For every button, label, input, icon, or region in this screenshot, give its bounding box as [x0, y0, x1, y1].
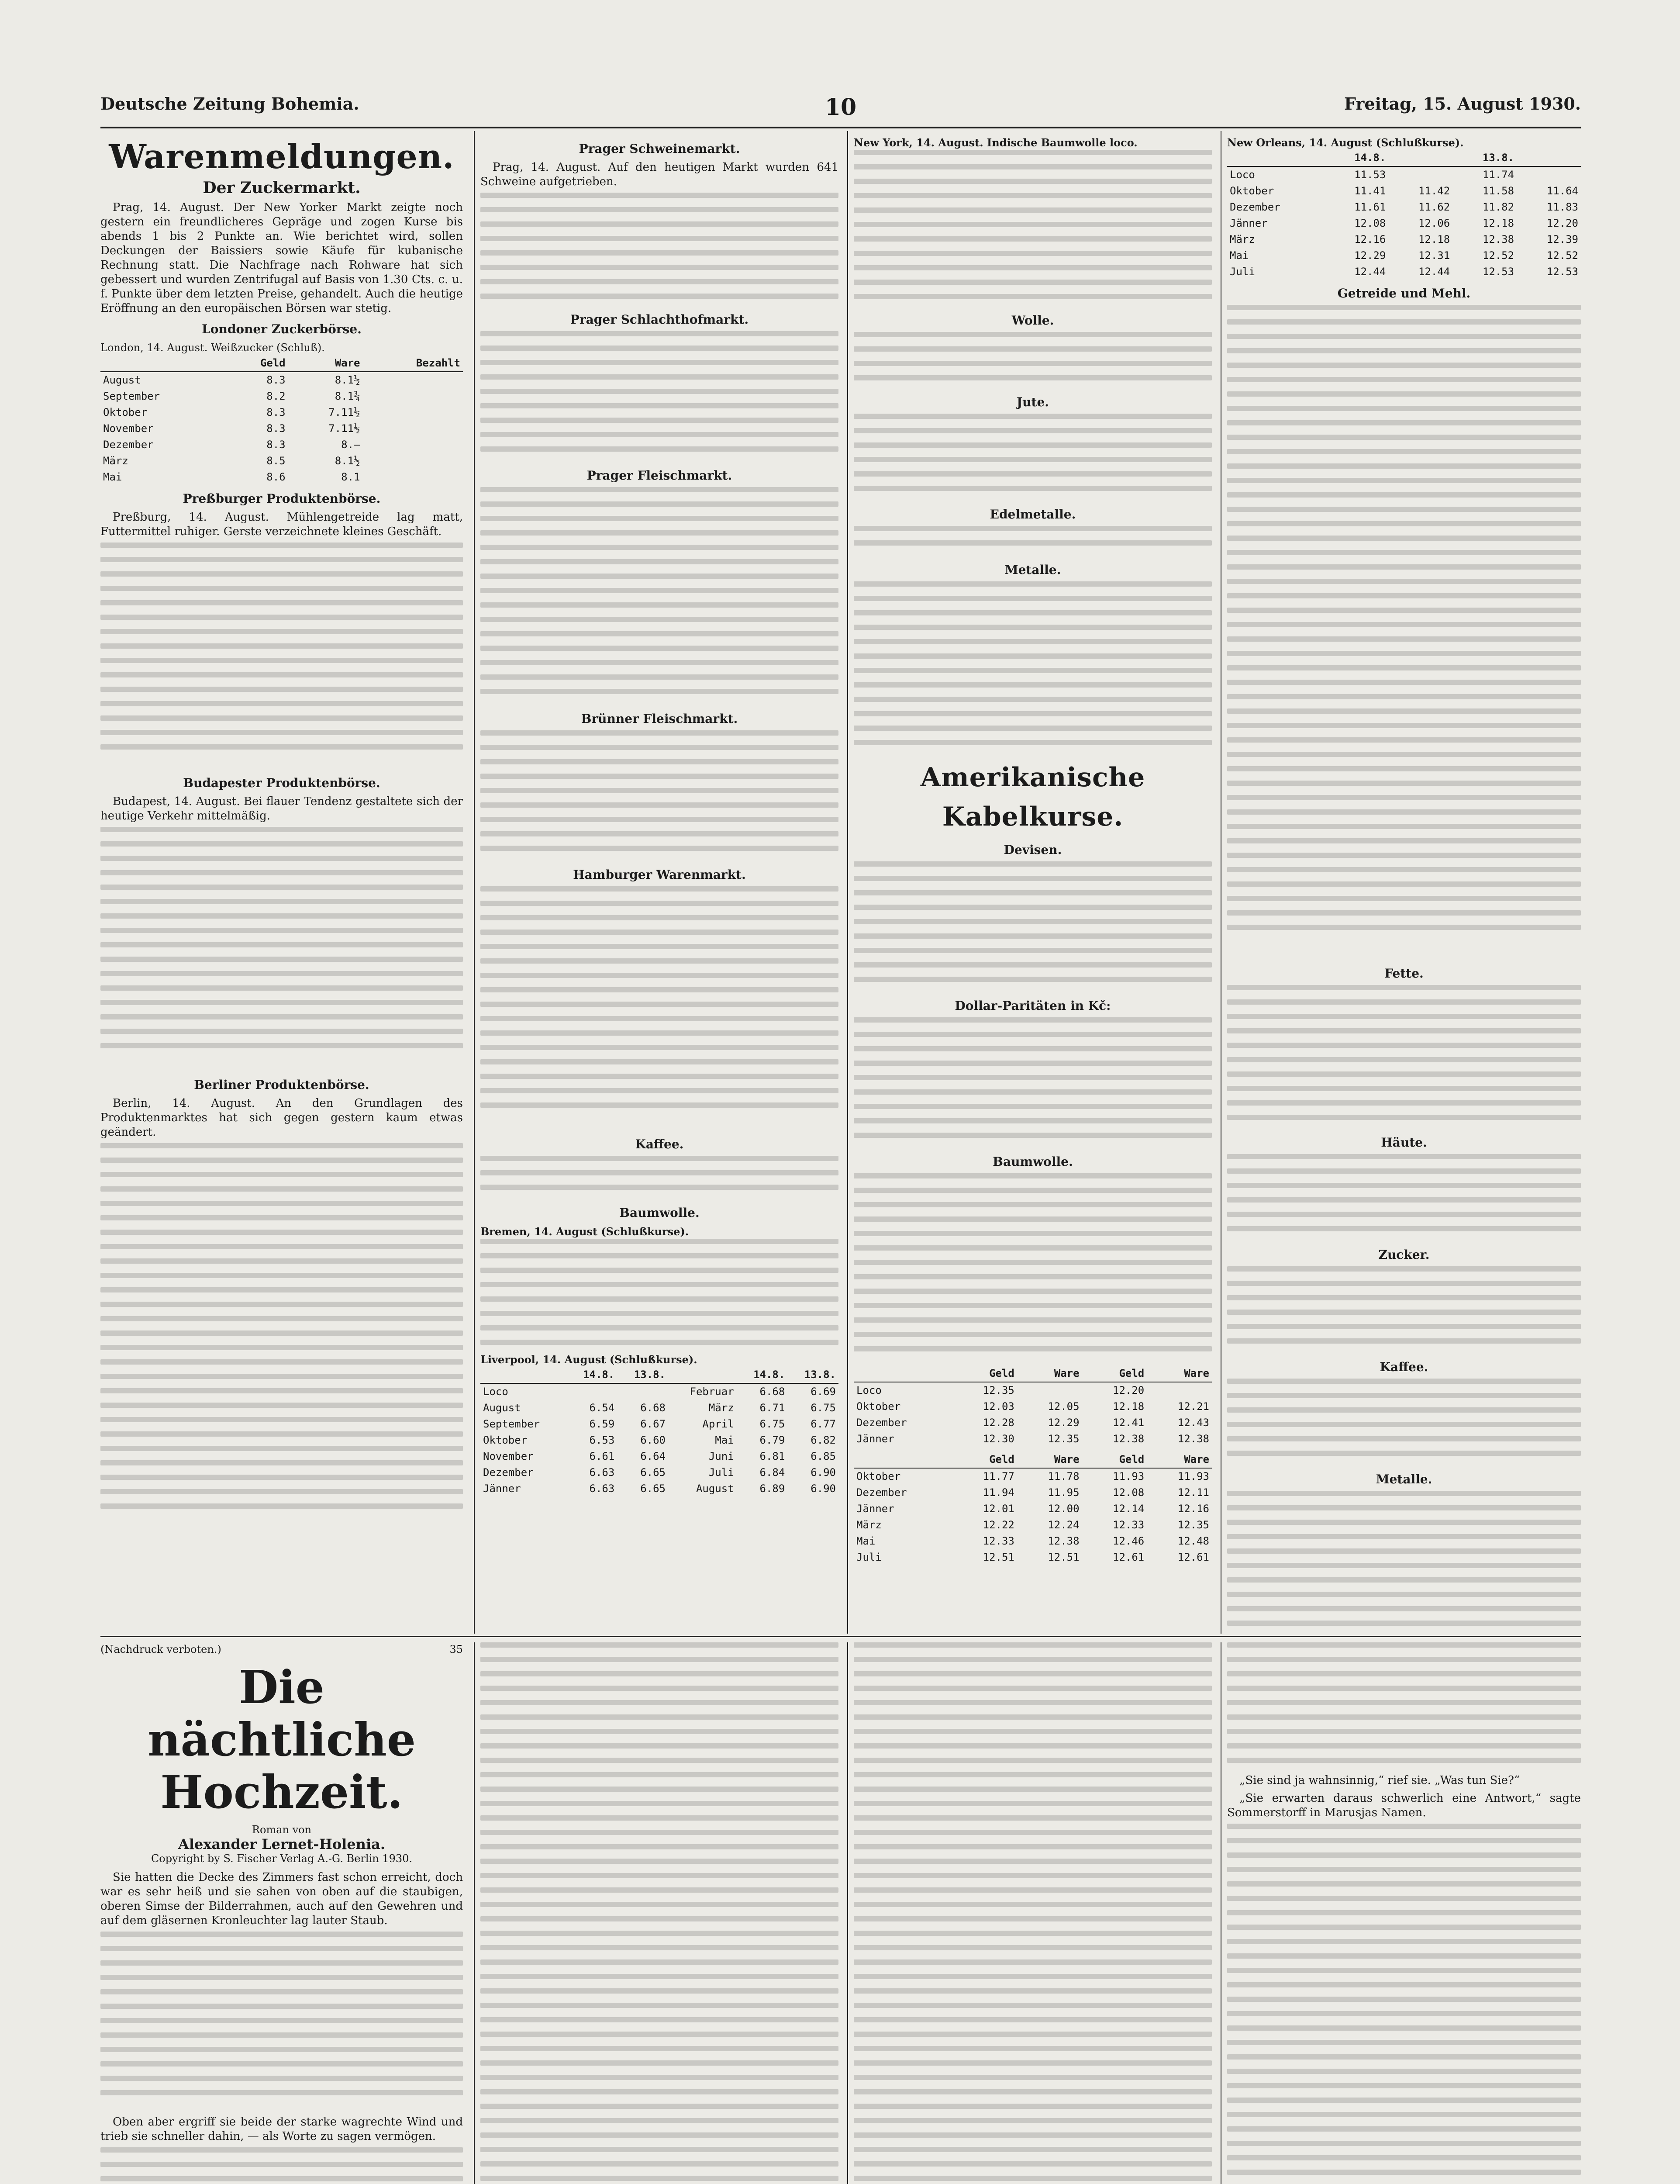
jute-title: Jute. — [1016, 395, 1049, 409]
table-row: Oktober 11.77 11.78 11.93 11.93 — [856, 1470, 1209, 1482]
table-row: Dezember 11.61 11.62 11.82 11.83 — [1230, 201, 1578, 213]
table-row: Dezember 11.94 11.95 12.08 12.11 — [856, 1486, 1209, 1499]
prague-pig-title: Prager Schweinemarkt. — [579, 142, 740, 156]
prague-pig-text: Prag, 14. August. Auf den heutigen Markt wurden 641 Schweine aufgetrieben. — [480, 161, 838, 188]
budapest-title: Budapester Produktenbörse. — [183, 776, 380, 790]
table-row: Loco 11.53 11.74 — [1230, 169, 1514, 181]
story-quote: „Sie erwarten daraus schwerlich eine Antwort,“ sagte Sommerstorff in Marusjas Namen. — [1227, 1792, 1581, 1819]
london-sugar-title: Londoner Zuckerbörse. — [202, 322, 362, 336]
story-meta — [100, 1642, 463, 1657]
prague-slaughter-title: Prager Schlachthofmarkt. — [570, 312, 749, 327]
story-copyright: Copyright by S. Fischer Verlag A.-G. Berlin 1930. — [151, 1852, 413, 1865]
text-block — [480, 331, 838, 462]
table-row: Dezember 8.3 8.— — [103, 439, 360, 451]
table-row: März 12.22 12.24 12.33 12.35 — [856, 1519, 1209, 1531]
text-block — [854, 861, 1212, 992]
indian-cotton: New York, 14. August. Indische Baumwolle loco. — [854, 136, 1138, 149]
table-row: Mai 12.29 12.31 12.52 12.52 — [1230, 249, 1578, 262]
text-block — [854, 1173, 1212, 1365]
hides-title: Häute. — [1381, 1135, 1427, 1150]
section-title: Warenmeldungen. — [109, 137, 455, 176]
table-row: November 6.61 6.64 Juni 6.81 6.85 — [483, 1450, 836, 1462]
table-row: Dezember 12.28 12.29 12.41 12.43 — [856, 1417, 1209, 1429]
text-block — [1227, 1642, 1581, 1773]
text-block — [100, 827, 463, 1071]
bremen-line: Bremen, 14. August (Schlußkurse). — [480, 1225, 689, 1238]
new-contract-table: Geld Ware Geld Ware Oktober 11.77 11.78 11.93 11.93 Dezember 11.94 11.95 12.08 12.11 Jänner 12.01 12.00 12.14 12.16 März 12.22 12.24 12.33 12.35 Mai 12.33 12.38 12.46 12.48 Juli 12.51 12.51 12.61 12.61 — [854, 1451, 1212, 1565]
column-3 — [854, 135, 1212, 1629]
table-row: Juli 12.44 12.44 12.53 12.53 — [1230, 266, 1578, 278]
column-4 — [1227, 135, 1581, 1629]
story-author: Alexander Lernet-Holenia. — [178, 1836, 385, 1852]
table-row: Loco 12.35 12.20 — [856, 1384, 1145, 1396]
sugar4-title: Zucker. — [1378, 1248, 1430, 1262]
story-title: Die nächtliche Hochzeit. — [147, 1660, 416, 1819]
story-column-4 — [1227, 1642, 1581, 2184]
table-row: März 12.16 12.18 12.38 12.39 — [1230, 233, 1578, 245]
header-rule — [100, 127, 1581, 128]
table-row: Oktober 8.3 7.11½ — [103, 406, 360, 418]
sugar-text: Prag, 14. August. Der New Yorker Markt zeigte noch gestern ein freundlicheres Gepräge und zogen Kurse bis abends 1 bis 2 Punkte an. Wie berichtet wird, sollen Deckungen der Baissiers sowie Käufe für kubanische Rechnung statt. Die Nachfrage nach Rohware hat sich gebessert und wurden Zentrifugal auf Basis von 1.30 Cts. c. u. f. Punkte über dem letzten Preise, gehandelt. Auch die heutige Eröffnung an den europäischen Börsen war stetig. — [100, 201, 463, 315]
installment: 35 — [449, 1643, 463, 1655]
text-block — [854, 581, 1212, 756]
text-block — [1227, 1824, 1581, 2184]
metals-title: Metalle. — [1004, 563, 1061, 577]
coffee-title: Kaffee. — [635, 1137, 684, 1151]
story-quote: „Sie sind ja wahnsinnig,“ rief sie. „Was tun Sie?“ — [1239, 1774, 1520, 1787]
text-block — [100, 2147, 463, 2184]
fat-title: Fette. — [1384, 966, 1424, 981]
text-block — [480, 886, 838, 1131]
text-block — [854, 332, 1212, 389]
text-block — [854, 526, 1212, 556]
american-title: Amerikanische Kabelkurse. — [920, 762, 1145, 832]
table-row: August 6.54 6.68 März 6.71 6.75 — [483, 1402, 836, 1414]
reprint-note: (Nachdruck verboten.) — [100, 1643, 221, 1655]
text-block — [480, 1239, 838, 1352]
text-block — [1227, 305, 1581, 960]
text-block — [480, 487, 838, 705]
table-row: September 6.59 6.67 April 6.75 6.77 — [483, 1418, 836, 1430]
text-block — [854, 150, 1212, 307]
text-block — [480, 193, 838, 306]
pressburg-title: Preßburger Produktenbörse. — [183, 491, 381, 506]
column-rule — [847, 1642, 848, 2184]
prague-meat-title: Prager Fleischmarkt. — [586, 468, 732, 483]
cotton-title: Baumwolle. — [619, 1206, 700, 1220]
text-block — [100, 543, 463, 770]
budapest-text: Budapest, 14. August. Bei flauer Tendenz gestaltete sich der heutige Verkehr mittelmäßig. — [100, 795, 463, 822]
table-row: August 8.3 8.1½ — [103, 374, 360, 386]
brno-title: Brünner Fleischmarkt. — [581, 712, 738, 726]
table-row: November 8.3 7.11½ — [103, 422, 360, 435]
text-block — [854, 1017, 1212, 1148]
new-orleans-line: New Orleans, 14. August (Schlußkurse). — [1227, 136, 1464, 149]
wool-title: Wolle. — [1011, 313, 1054, 328]
table-row: Juli 12.51 12.51 12.61 12.61 — [856, 1551, 1209, 1563]
table-row: Jänner 6.63 6.65 August 6.89 6.90 — [483, 1482, 836, 1495]
cotton3-title: Baumwolle. — [993, 1154, 1073, 1169]
grain-title: Getreide und Mehl. — [1337, 286, 1471, 301]
column-rule — [847, 131, 848, 1634]
text-block — [480, 1156, 838, 1199]
table-row: Jänner 12.01 12.00 12.14 12.16 — [856, 1503, 1209, 1515]
story-column-2 — [480, 1642, 838, 2184]
table-row: März 8.5 8.1½ — [103, 455, 360, 467]
sugar-title: Der Zuckermarkt. — [203, 179, 361, 197]
devisen-title: Devisen. — [1004, 843, 1062, 857]
text-block — [100, 1143, 463, 1536]
liverpool-line: Liverpool, 14. August (Schlußkurse). — [480, 1353, 697, 1366]
hamburg-title: Hamburger Warenmarkt. — [573, 867, 746, 882]
text-block — [480, 1642, 838, 2184]
story-paragraph: Sie hatten die Decke des Zimmers fast schon erreicht, doch war es sehr heiß und sie sahen von oben auf die staubigen, oberen Simse der Bilderrahmen, auch auf den Gewehren und auf dem gläsernen Kronleuchter lag lauter Staub. — [100, 1871, 463, 1927]
table-row: Jänner 12.08 12.06 12.18 12.20 — [1230, 217, 1578, 229]
new-orleans-table: 14.8. 13.8. Loco 11.53 11.74 Oktober 11.41 11.42 11.58 11.64 Dezember 11.61 11.62 11.82 11.83 Jänner 12.08 12.06 12.18 12.20 März 12.16 12.18 12.38 12.39 Mai 12.29 12.31 12.52 12.52 Juli 12.44 12.44 12.53 12.53 — [1227, 150, 1581, 280]
berlin-text: Berlin, 14. August. An den Grundlagen des Produktenmarktes hat sich gegen gestern kaum etwas geändert. — [100, 1097, 463, 1139]
table-row: September 8.2 8.1¾ — [103, 390, 360, 402]
table-row: Mai 8.6 8.1 — [103, 471, 360, 483]
london-line: London, 14. August. Weißzucker (Schluß). — [100, 342, 325, 354]
text-block — [1227, 985, 1581, 1129]
column-rule — [474, 1642, 475, 2184]
column-rule — [474, 131, 475, 1634]
text-block — [854, 414, 1212, 501]
text-block — [480, 730, 838, 861]
story-column-1 — [100, 1642, 463, 2184]
column-1 — [100, 135, 463, 1629]
page-header — [100, 94, 1581, 120]
story-column-3 — [854, 1642, 1212, 2184]
text-block — [1227, 1379, 1581, 1466]
story-paragraph: Oben aber ergriff sie beide der starke wagrechte Wind und trieb sie schneller dahin, — als Worte zu sagen vermögen. — [100, 2115, 463, 2143]
ny-cotton-table: Geld Ware Geld Ware Loco 12.35 12.20 Oktober 12.03 12.05 12.18 12.21 Dezember 12.28 12.29 12.41 12.43 Jänner 12.30 12.35 12.38 12.38 — [854, 1365, 1212, 1447]
text-block — [1227, 1491, 1581, 1629]
liverpool-table: 14.8. 13.8. 14.8. 13.8. Loco Februar 6.68 6.69 August 6.54 6.68 März 6.71 6.75 September 6.59 6.67 April 6.75 6.77 Oktober 6.53 6.60 Mai 6.79 6.82 November 6.61 6.64 Juni 6.81 6.85 Dezember 6.63 6.65 Juli 6.84 6.90 Jänner 6.63 6.65 August 6.89 6.90 — [480, 1367, 838, 1497]
table-row: Loco Februar 6.68 6.69 — [483, 1386, 836, 1398]
text-block — [100, 1932, 463, 2115]
table-row: Jänner 12.30 12.35 12.38 12.38 — [856, 1433, 1209, 1445]
pressburg-text: Preßburg, 14. August. Mühlengetreide lag matt, Futtermittel ruhiger. Gerste verzeichnete kleines Geschäft. — [100, 511, 463, 538]
dollar-title: Dollar-Paritäten in Kč: — [955, 999, 1111, 1013]
metals4-title: Metalle. — [1376, 1472, 1432, 1486]
masthead: Deutsche Zeitung Bohemia. — [100, 94, 359, 114]
issue-date: Freitag, 15. August 1930. — [1344, 94, 1581, 114]
coffee4-title: Kaffee. — [1380, 1360, 1428, 1374]
table-row: Dezember 6.63 6.65 Juli 6.84 6.90 — [483, 1466, 836, 1479]
page-number: 10 — [824, 94, 857, 121]
table-row: Oktober 12.03 12.05 12.18 12.21 — [856, 1400, 1209, 1413]
table-row: Oktober 6.53 6.60 Mai 6.79 6.82 — [483, 1434, 836, 1446]
story-divider — [100, 1636, 1581, 1637]
table-row: Oktober 11.41 11.42 11.58 11.64 — [1230, 185, 1578, 197]
text-block — [1227, 1266, 1581, 1354]
precious-title: Edelmetalle. — [990, 507, 1076, 522]
london-sugar-table: Geld Ware Bezahlt August 8.3 8.1½ September 8.2 8.1¾ Oktober 8.3 7.11½ November 8.3 7.11½ Dezember 8.3 8.— März 8.5 8.1½ Mai 8.6 8.1 — [100, 355, 463, 485]
text-block — [854, 1642, 1212, 2184]
column-2 — [480, 135, 838, 1629]
table-row: Mai 12.33 12.38 12.46 12.48 — [856, 1535, 1209, 1547]
text-block — [1227, 1154, 1581, 1241]
story-genre: Roman von — [252, 1824, 312, 1836]
berlin-title: Berliner Produktenbörse. — [194, 1078, 369, 1092]
